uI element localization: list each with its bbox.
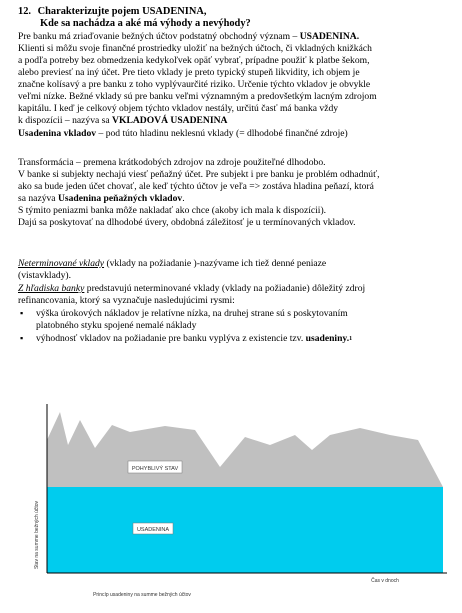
para1-line6: veľmi nízke. Bežné vklady sú pre banku veľmi významným a predovšetkým lacným zdrojom <box>18 91 377 102</box>
para2-line6: Dajú sa poskytovať na dlhodobé úvery, obdobná záležitosť je u termínovaných vkladov. <box>18 217 356 228</box>
usadenina-penaznych-vkladov-term: Usadenina peňažných vkladov <box>57 193 183 204</box>
bullet-icon: ▪ <box>20 308 24 318</box>
para3-line4: refinancovania, ktorý sa vyznačuje nasledujúcimi rysmi: <box>18 295 235 306</box>
para1-line9-text: – pod túto hladinu neklesnú vklady (= dlhodobé finančné zdroje) <box>96 128 348 139</box>
para1-line1-text: Pre banku má zriaďovanie bežných účtov podstatný obchodný význam – <box>18 31 300 42</box>
fluctuating-balance-area <box>47 412 443 487</box>
para2-line4-text: sa nazýva <box>18 193 58 204</box>
figure-caption: Princíp usadeniny na summe bežných účtov <box>93 592 191 598</box>
usadenina-base-area <box>47 487 443 573</box>
para1-line3: a podľa potreby bez obmedzenia kedykoľvek opäť vybrať, prípadne použiť k platbe šekom, <box>18 55 370 66</box>
fluctuating-label: POHYBLIVÝ STAV <box>131 466 179 472</box>
z-hladiska-banky-term: Z hľadiska banky <box>18 283 85 294</box>
bullet2-text: výhodnosť vkladov na požiadanie pre banku vyplýva z existencie tzv. <box>36 333 306 344</box>
footnote-marker: 1 <box>349 336 353 342</box>
para2-line1: Transformácia – premena krátkodobých zdrojov na zdroje použiteľné dlhodobo. <box>18 157 326 168</box>
para1-line4: alebo previesť na iný účet. Pre tieto vklady je preto typický stupeň likvidity, ich objem je <box>18 67 360 78</box>
y-axis-label: Stav na summe bežných účtov <box>34 500 40 570</box>
para3-line2: (vistavklady). <box>18 270 72 281</box>
para1-usadenina-term: USADENINA. <box>299 31 360 42</box>
x-axis-label: Čas v dnoch <box>371 578 399 584</box>
para3-line3-text: predstavujú neterminované vklady (vklady na požiadanie) dôležitý zdroj <box>84 283 366 294</box>
para1-line8-text: k dispozícii – nazýva sa <box>18 115 113 126</box>
neterminovane-vklady-term: Neterminované vklady <box>18 258 105 269</box>
para2-line4-end: . <box>182 193 185 204</box>
para2-line2: V banke si subjekty nechajú viesť peňažný účet. Pre subjekt i pre banku je problém odhadnúť, <box>18 169 380 180</box>
question-number: 12. <box>18 6 31 17</box>
bullet1-line1: výška úrokových nákladov je relatívne nízka, na druhej strane sú s poskytovaním <box>36 308 348 319</box>
bullet1-line2: platobného styku spojené nemalé náklady <box>36 320 197 331</box>
para1-line5: značne kolísavý a pre banku z toho vyplývaurčité riziko. Určenie týchto vkladov je obvykle <box>18 79 371 90</box>
question-title-line1: Charakterizujte pojem USADENINA, <box>37 6 207 17</box>
para1-line7: kapitálu. I keď je celkový objem týchto vkladov nestály, určitú časť má banka vždy <box>18 103 339 114</box>
deposit-label: USADENINA <box>136 527 170 533</box>
bullet-icon: ▪ <box>20 333 24 343</box>
para2-line3: ako sa bude jeden účet chovať, ale keď týchto účtov je veľa => zostáva hladina peňazí, ktorá <box>18 181 374 192</box>
usadeniny-term: usadeniny. <box>305 333 350 344</box>
para1-line2: Klienti si môžu svoje finančné prostriedky uložiť na bežných účtoch, či vkladných knižkách <box>18 43 372 54</box>
para2-line5: S týmito peniazmi banka môže nakladať ako chce (akoby ich mala k dispozícii). <box>18 205 327 216</box>
para3-line1-text: (vklady na požiadanie )-nazývame ich tiež denné peniaze <box>104 258 327 269</box>
vkladova-usadenina-term: VKLADOVÁ USADENINA <box>112 115 228 126</box>
usadenina-vkladov-term: Usadenina vkladov <box>18 128 97 139</box>
question-title-line2: Kde sa nachádza a aké má výhody a nevýhody? <box>40 18 251 29</box>
